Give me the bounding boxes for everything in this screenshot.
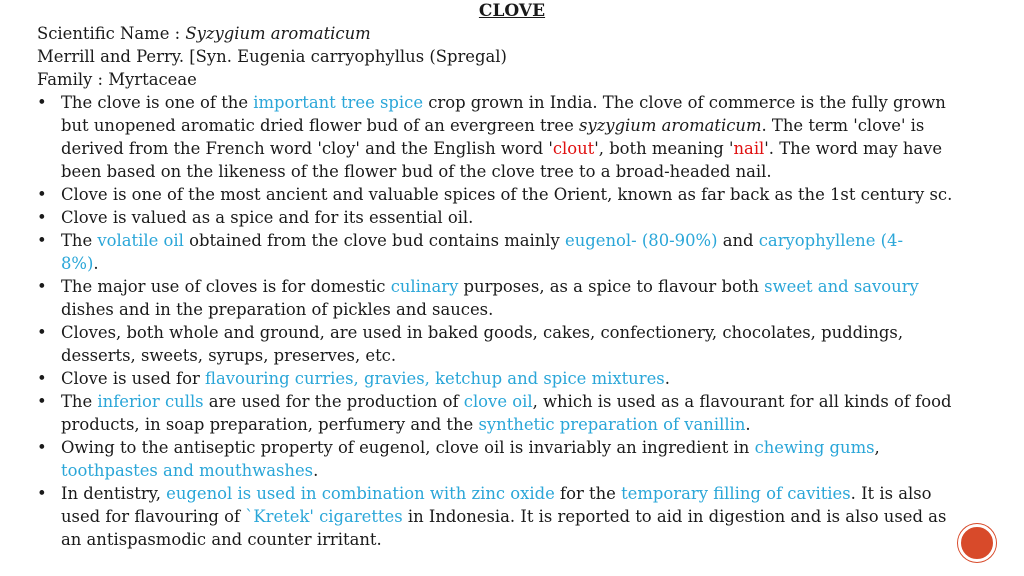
italic-text: syzygium aromaticum (579, 116, 762, 135)
bullet-baked-goods (37, 321, 997, 367)
emphasis-text: clout (552, 139, 595, 158)
highlight-text: chewing gums (754, 438, 875, 457)
bullet-dot: • (37, 208, 47, 227)
bullet-valued (37, 206, 997, 229)
bullet-ancient (37, 183, 997, 206)
bullet-line (61, 229, 997, 252)
bullet-dot: • (37, 277, 47, 296)
bullet-line (61, 114, 997, 137)
bullet-line: desserts, sweets, syrups, preserves, etc. (61, 346, 397, 365)
bullet-culinary (37, 275, 997, 321)
text: . (313, 461, 319, 480)
bullet-dot: • (37, 93, 47, 112)
text: The (61, 392, 98, 411)
bullet-line (61, 252, 997, 275)
bullet-line (61, 482, 997, 505)
bullet-flavouring (37, 367, 997, 390)
bullet-line (61, 367, 997, 390)
highlight-text: inferior culls (97, 392, 204, 411)
highlight-text: clove oil (463, 392, 533, 411)
text: The (61, 231, 98, 250)
highlight-text: temporary filling of cavities (621, 484, 851, 503)
scientific-name-label: Scientific Name : (37, 24, 186, 43)
text: Owing to the antiseptic property of eugenol, clove oil is invariably an ingredient in (61, 438, 755, 457)
bullet-line: dishes and in the preparation of pickles and sauces. (61, 300, 494, 319)
scientific-name-line (37, 22, 997, 45)
bullet-line (61, 505, 997, 528)
bullet-line: Clove is valued as a spice and for its essential oil. (61, 208, 474, 227)
text: used for flavouring of (61, 507, 246, 526)
bullet-dot: • (37, 392, 47, 411)
text: . (93, 254, 99, 273)
scientific-name-value: Syzygium aromaticum (185, 24, 371, 43)
bullet-line: Cloves, both whole and ground, are used in baked goods, cakes, confectionery, chocolates, puddings, (61, 323, 904, 342)
highlight-text: eugenol- (80-90%) (565, 231, 718, 250)
bullet-antiseptic (37, 436, 997, 482)
bullet-line (61, 413, 997, 436)
text: purposes, as a spice to flavour both (458, 277, 765, 296)
bullet-line (61, 275, 997, 298)
family-line: Family : Myrtaceae (37, 70, 197, 89)
slide-body (37, 22, 997, 551)
bullet-intro (37, 91, 997, 183)
bullet-dot: • (37, 323, 47, 342)
bullet-dot: • (37, 231, 47, 250)
text: , which is used as a flavourant for all kinds of food (532, 392, 952, 411)
text: . (664, 369, 670, 388)
highlight-text: eugenol is used in combination with zinc oxide (166, 484, 555, 503)
text: Clove is used for (61, 369, 206, 388)
text: ', both meaning ' (594, 139, 734, 158)
text: In dentistry, (61, 484, 167, 503)
text: crop grown in India. The clove of commerce is the fully grown (423, 93, 946, 112)
text: , (874, 438, 880, 457)
text: and (717, 231, 759, 250)
text: . (745, 415, 751, 434)
highlight-text: toothpastes and mouthwashes (61, 461, 314, 480)
highlight-text: caryophyllene (4- (758, 231, 903, 250)
text: The clove is one of the (61, 93, 254, 112)
authority-line: Merrill and Perry. [Syn. Eugenia carryophyllus (Spregal) (37, 47, 507, 66)
highlight-text: volatile oil (97, 231, 184, 250)
bullet-line: an antispasmodic and counter irritant. (61, 530, 382, 549)
bullet-line (61, 91, 997, 114)
highlight-text: culinary (390, 277, 459, 296)
bullet-line: Clove is one of the most ancient and valuable spices of the Orient, known as far back as the 1st century sc. (61, 185, 953, 204)
text: The major use of cloves is for domestic (61, 277, 391, 296)
bullet-volatile-oil (37, 229, 997, 275)
slide-number-badge (958, 524, 996, 562)
bullet-line (61, 137, 997, 160)
text: in Indonesia. It is reported to aid in digestion and is also used as (402, 507, 947, 526)
text: '. The word may have (764, 139, 943, 158)
text: obtained from the clove bud contains mainly (183, 231, 566, 250)
slide-title: CLOVE (478, 1, 546, 21)
text: are used for the production of (203, 392, 464, 411)
bullet-line: been based on the likeness of the flower bud of the clove tree to a broad-headed nail. (61, 162, 772, 181)
highlight-text: sweet and savoury (764, 277, 919, 296)
highlight-text: 8%) (61, 254, 94, 273)
highlight-text: synthetic preparation of vanillin (478, 415, 746, 434)
bullet-dot: • (37, 484, 47, 503)
highlight-text: `Kretek' cigarettes (245, 507, 403, 526)
text: . It is also (850, 484, 932, 503)
bullet-dentistry (37, 482, 997, 551)
text: . The term 'clove' is (761, 116, 925, 135)
bullet-line (61, 459, 997, 482)
emphasis-text: nail (733, 139, 765, 158)
text: products, in soap preparation, perfumery and the (61, 415, 479, 434)
bullet-line (61, 390, 997, 413)
text: but unopened aromatic dried flower bud of an evergreen tree (61, 116, 579, 135)
bullet-dot: • (37, 438, 47, 457)
bullet-inferior-culls (37, 390, 997, 436)
text: derived from the French word 'cloy' and the English word ' (61, 139, 553, 158)
text: for the (554, 484, 622, 503)
bullet-line (61, 436, 997, 459)
highlight-text: flavouring curries, gravies, ketchup and spice mixtures (205, 369, 665, 388)
bullet-dot: • (37, 185, 47, 204)
highlight-text: important tree spice (253, 93, 424, 112)
bullet-dot: • (37, 369, 47, 388)
